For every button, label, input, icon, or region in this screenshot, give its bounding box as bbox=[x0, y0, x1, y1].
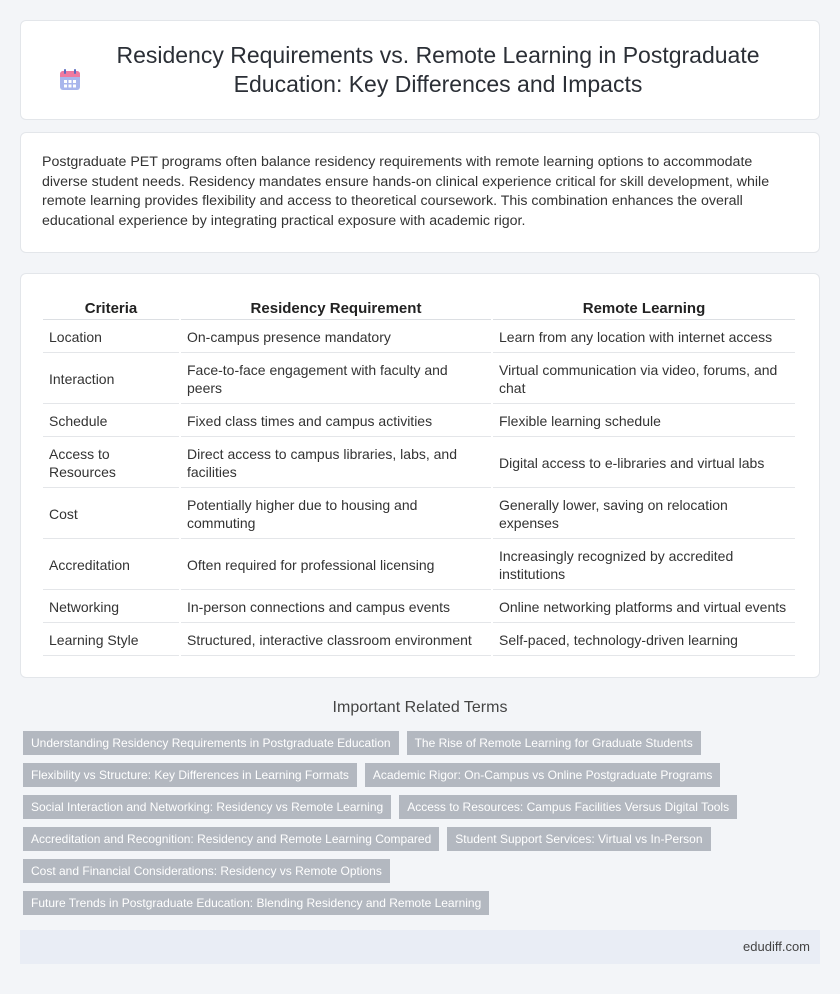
header-residency: Residency Requirement bbox=[181, 296, 491, 320]
row-remote: Generally lower, saving on relocation expenses bbox=[493, 490, 795, 539]
comparison-table bbox=[41, 294, 797, 658]
title-card bbox=[20, 20, 820, 120]
row-criteria: Networking bbox=[43, 592, 179, 623]
header-remote: Remote Learning bbox=[493, 296, 795, 320]
row-criteria: Learning Style bbox=[43, 625, 179, 656]
table-row bbox=[43, 592, 795, 623]
related-terms-list bbox=[23, 731, 813, 923]
row-residency: Face-to-face engagement with faculty and peers bbox=[181, 355, 491, 404]
related-term-link[interactable]: Understanding Residency Requirements in Postgraduate Education bbox=[23, 731, 399, 755]
row-criteria: Location bbox=[43, 322, 179, 353]
related-term-link[interactable]: Access to Resources: Campus Facilities Versus Digital Tools bbox=[399, 795, 737, 819]
row-residency: Fixed class times and campus activities bbox=[181, 406, 491, 437]
row-remote: Learn from any location with internet access bbox=[493, 322, 795, 353]
row-residency: Structured, interactive classroom environment bbox=[181, 625, 491, 656]
row-criteria: Schedule bbox=[43, 406, 179, 437]
row-remote: Flexible learning schedule bbox=[493, 406, 795, 437]
row-remote: Online networking platforms and virtual events bbox=[493, 592, 795, 623]
related-terms-heading: Important Related Terms bbox=[332, 699, 508, 716]
footer bbox=[20, 930, 820, 964]
row-criteria: Accreditation bbox=[43, 541, 179, 590]
row-remote: Self-paced, technology-driven learning bbox=[493, 625, 795, 656]
title-wrap bbox=[40, 41, 800, 99]
table-row bbox=[43, 322, 795, 353]
page-title: Residency Requirements vs. Remote Learning in Postgraduate Education: Key Differences and Impacts bbox=[116, 42, 760, 97]
related-term-link[interactable]: The Rise of Remote Learning for Graduate Students bbox=[407, 731, 701, 755]
table-row bbox=[43, 541, 795, 590]
row-criteria: Interaction bbox=[43, 355, 179, 404]
intro-paragraph: Postgraduate PET programs often balance residency requirements with remote learning options to accommodate diverse student needs. Residency mandates ensure hands-on clinical experience critical for skill development, while remote learning provides flexibility and access to theoretical coursework. This combination enhances the overall educational experience by integrating practical exposure with academic rigor. bbox=[42, 154, 770, 229]
table-header-row bbox=[43, 296, 795, 320]
intro-card bbox=[20, 132, 820, 253]
table-row bbox=[43, 490, 795, 539]
related-term-link[interactable]: Cost and Financial Considerations: Residency vs Remote Options bbox=[23, 859, 390, 883]
related-term-link[interactable]: Accreditation and Recognition: Residency and Remote Learning Compared bbox=[23, 827, 439, 851]
header-criteria: Criteria bbox=[43, 296, 179, 320]
row-residency: On-campus presence mandatory bbox=[181, 322, 491, 353]
row-remote: Digital access to e-libraries and virtual labs bbox=[493, 439, 795, 488]
related-term-link[interactable]: Flexibility vs Structure: Key Differences in Learning Formats bbox=[23, 763, 357, 787]
table-row bbox=[43, 355, 795, 404]
table-row bbox=[43, 406, 795, 437]
related-term-link[interactable]: Future Trends in Postgraduate Education: Blending Residency and Remote Learning bbox=[23, 891, 489, 915]
row-residency: Potentially higher due to housing and commuting bbox=[181, 490, 491, 539]
row-remote: Virtual communication via video, forums, and chat bbox=[493, 355, 795, 404]
table-row bbox=[43, 439, 795, 488]
row-residency: Often required for professional licensing bbox=[181, 541, 491, 590]
row-residency: In-person connections and campus events bbox=[181, 592, 491, 623]
related-term-link[interactable]: Student Support Services: Virtual vs In-Person bbox=[447, 827, 710, 851]
calendar-icon bbox=[57, 67, 83, 93]
related-term-link[interactable]: Social Interaction and Networking: Residency vs Remote Learning bbox=[23, 795, 391, 819]
related-term-link[interactable]: Academic Rigor: On-Campus vs Online Postgraduate Programs bbox=[365, 763, 720, 787]
table-row bbox=[43, 625, 795, 656]
row-residency: Direct access to campus libraries, labs, and facilities bbox=[181, 439, 491, 488]
comparison-table-card bbox=[20, 273, 820, 678]
footer-site-link[interactable]: edudiff.com bbox=[743, 939, 810, 954]
row-criteria: Access to Resources bbox=[43, 439, 179, 488]
row-remote: Increasingly recognized by accredited institutions bbox=[493, 541, 795, 590]
row-criteria: Cost bbox=[43, 490, 179, 539]
